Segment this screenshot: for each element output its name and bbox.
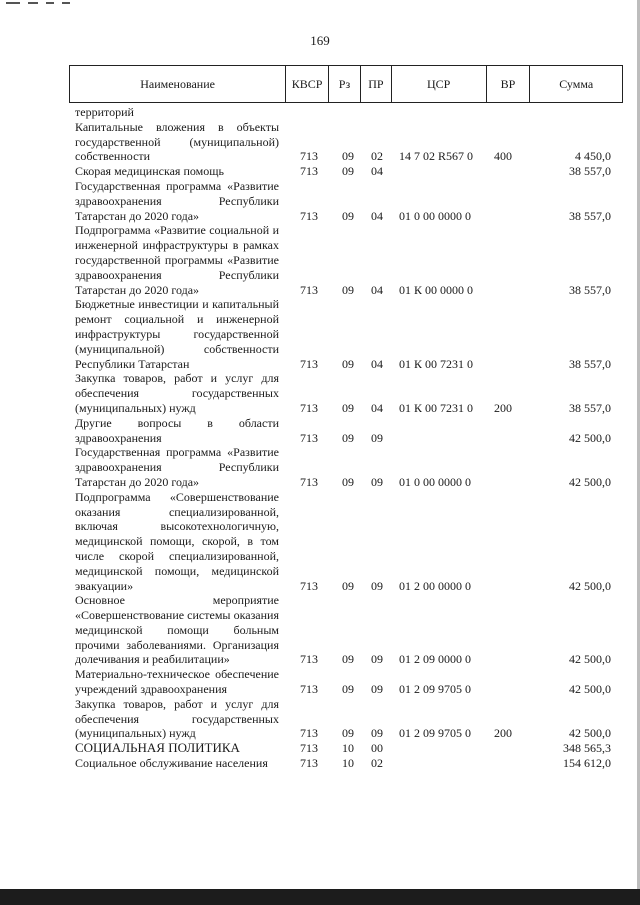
row-vr: 200 [494, 400, 512, 415]
row-sum: 42 500,0 [569, 578, 611, 593]
table-body [0, 105, 640, 771]
table-row [0, 164, 640, 179]
row-kvsr: 713 [300, 400, 318, 415]
row-kvsr: 713 [300, 164, 318, 179]
table-row [0, 105, 640, 120]
row-rz: 10 [342, 741, 354, 756]
row-csr: 01 0 00 0000 0 [399, 208, 471, 223]
row-rz: 09 [342, 578, 354, 593]
row-kvsr: 713 [300, 282, 318, 297]
row-kvsr: 713 [300, 726, 318, 741]
table-row [0, 297, 640, 371]
row-sum: 38 557,0 [569, 356, 611, 371]
row-name: Основное мероприятие «Совершенствование системы оказания медицинской помощи больным прочими заболеваниями. Организация долечивания и реабилитации» [75, 593, 279, 667]
column-header-sum: Сумма [559, 76, 594, 91]
row-vr: 200 [494, 726, 512, 741]
row-sum: 4 450,0 [575, 149, 611, 164]
row-name: Государственная программа «Развитие здравоохранения Республики Татарстан до 2020 года» [75, 178, 279, 223]
row-csr: 01 2 00 0000 0 [399, 578, 471, 593]
row-sum: 38 557,0 [569, 208, 611, 223]
row-sum: 42 500,0 [569, 682, 611, 697]
row-kvsr: 713 [300, 741, 318, 756]
row-kvsr: 713 [300, 756, 318, 771]
row-pr: 04 [371, 208, 383, 223]
row-rz: 09 [342, 282, 354, 297]
row-kvsr: 713 [300, 208, 318, 223]
table-row [0, 697, 640, 741]
row-rz: 09 [342, 726, 354, 741]
row-sum: 42 500,0 [569, 474, 611, 489]
row-pr: 09 [371, 726, 383, 741]
row-sum: 38 557,0 [569, 164, 611, 179]
row-name: Скорая медицинская помощь [75, 164, 224, 179]
column-header-vr: ВР [487, 66, 531, 102]
row-csr: 01 2 09 9705 0 [399, 726, 471, 741]
row-pr: 09 [371, 430, 383, 445]
row-rz: 09 [342, 652, 354, 667]
row-pr: 04 [371, 400, 383, 415]
row-rz: 09 [342, 474, 354, 489]
row-kvsr: 713 [300, 356, 318, 371]
row-sum: 42 500,0 [569, 652, 611, 667]
column-header-csr: ЦСР [392, 66, 487, 102]
row-pr: 09 [371, 578, 383, 593]
row-name: Закупка товаров, работ и услуг для обеспечения государственных (муниципальных) нужд [75, 696, 279, 741]
row-sum: 38 557,0 [569, 282, 611, 297]
column-header-rz: Рз [329, 66, 361, 102]
scan-mark [62, 2, 70, 4]
row-name: Материально-техническое обеспечение учреждений здравоохранения [75, 667, 279, 697]
scan-mark [46, 2, 54, 4]
row-pr: 09 [371, 474, 383, 489]
row-vr: 400 [494, 149, 512, 164]
column-header-kvsr: КВСР [286, 66, 329, 102]
row-name: территорий [75, 105, 134, 119]
row-rz: 09 [342, 400, 354, 415]
row-csr: 01 К 00 7231 0 [399, 400, 474, 415]
row-csr: 01 К 00 7231 0 [399, 356, 474, 371]
row-name: Другие вопросы в области здравоохранения [75, 415, 279, 445]
row-name: Подпрограмма «Развитие социальной и инженерной инфраструктуры в рамках государственной программы «Развитие здравоохранения Республики Татарстан до 2020 года» [75, 223, 279, 297]
row-csr: 01 К 00 0000 0 [399, 282, 474, 297]
row-pr: 02 [371, 149, 383, 164]
table-row [0, 416, 640, 446]
row-sum: 42 500,0 [569, 726, 611, 741]
table-row [0, 223, 640, 297]
column-header-pr: ПР [361, 66, 392, 102]
row-rz: 09 [342, 149, 354, 164]
row-pr: 09 [371, 652, 383, 667]
page-number: 169 [310, 33, 330, 48]
row-kvsr: 713 [300, 430, 318, 445]
table-row [0, 445, 640, 489]
row-pr: 04 [371, 164, 383, 179]
row-csr: 14 7 02 R567 0 [399, 149, 474, 164]
row-kvsr: 713 [300, 682, 318, 697]
row-pr: 00 [371, 741, 383, 756]
row-name: Подпрограмма «Совершенствование оказания специализированной, включая высокотехнологичную, медицинской помощи, скорой, в том числе скорой специализированной, медицинской помощи, медицинской эвакуации» [75, 489, 279, 593]
table-row [0, 667, 640, 697]
row-name: Закупка товаров, работ и услуг для обеспечения государственных (муниципальных) нужд [75, 371, 279, 415]
row-kvsr: 713 [300, 652, 318, 667]
row-csr: 01 2 09 9705 0 [399, 682, 471, 697]
scan-bottom-edge [0, 889, 640, 905]
table-header [69, 65, 623, 103]
row-sum: 348 565,3 [563, 741, 611, 756]
table-row [0, 741, 640, 756]
row-rz: 10 [342, 756, 354, 771]
row-pr: 04 [371, 282, 383, 297]
row-rz: 09 [342, 430, 354, 445]
row-sum: 38 557,0 [569, 400, 611, 415]
row-kvsr: 713 [300, 474, 318, 489]
row-csr: 01 0 00 0000 0 [399, 474, 471, 489]
row-rz: 09 [342, 682, 354, 697]
row-kvsr: 713 [300, 578, 318, 593]
row-rz: 09 [342, 208, 354, 223]
table-row [0, 593, 640, 667]
row-name: Государственная программа «Развитие здравоохранения Республики Татарстан до 2020 года» [75, 445, 279, 489]
table-row [0, 120, 640, 164]
row-rz: 09 [342, 164, 354, 179]
scan-mark [6, 2, 20, 4]
row-csr: 01 2 09 0000 0 [399, 652, 471, 667]
table-row [0, 371, 640, 415]
row-rz: 09 [342, 356, 354, 371]
row-name: Бюджетные инвестиции и капитальный ремонт социальной и инженерной инфраструктуры государственной (муниципальной) собственности Республики Татарстан [75, 297, 279, 371]
column-header-name: Наименование [70, 66, 286, 102]
table-row [0, 490, 640, 594]
row-pr: 04 [371, 356, 383, 371]
scan-top-edge [0, 0, 640, 8]
row-sum: 154 612,0 [563, 756, 611, 771]
table-row [0, 179, 640, 223]
row-name: Социальное обслуживание населения [75, 756, 268, 771]
scan-mark [28, 2, 38, 4]
row-name: Капитальные вложения в объекты государственной (муниципальной) собственности [75, 119, 279, 164]
row-kvsr: 713 [300, 149, 318, 164]
row-sum: 42 500,0 [569, 430, 611, 445]
row-pr: 02 [371, 756, 383, 771]
row-name: СОЦИАЛЬНАЯ ПОЛИТИКА [75, 740, 240, 756]
table-row [0, 756, 640, 771]
row-pr: 09 [371, 682, 383, 697]
